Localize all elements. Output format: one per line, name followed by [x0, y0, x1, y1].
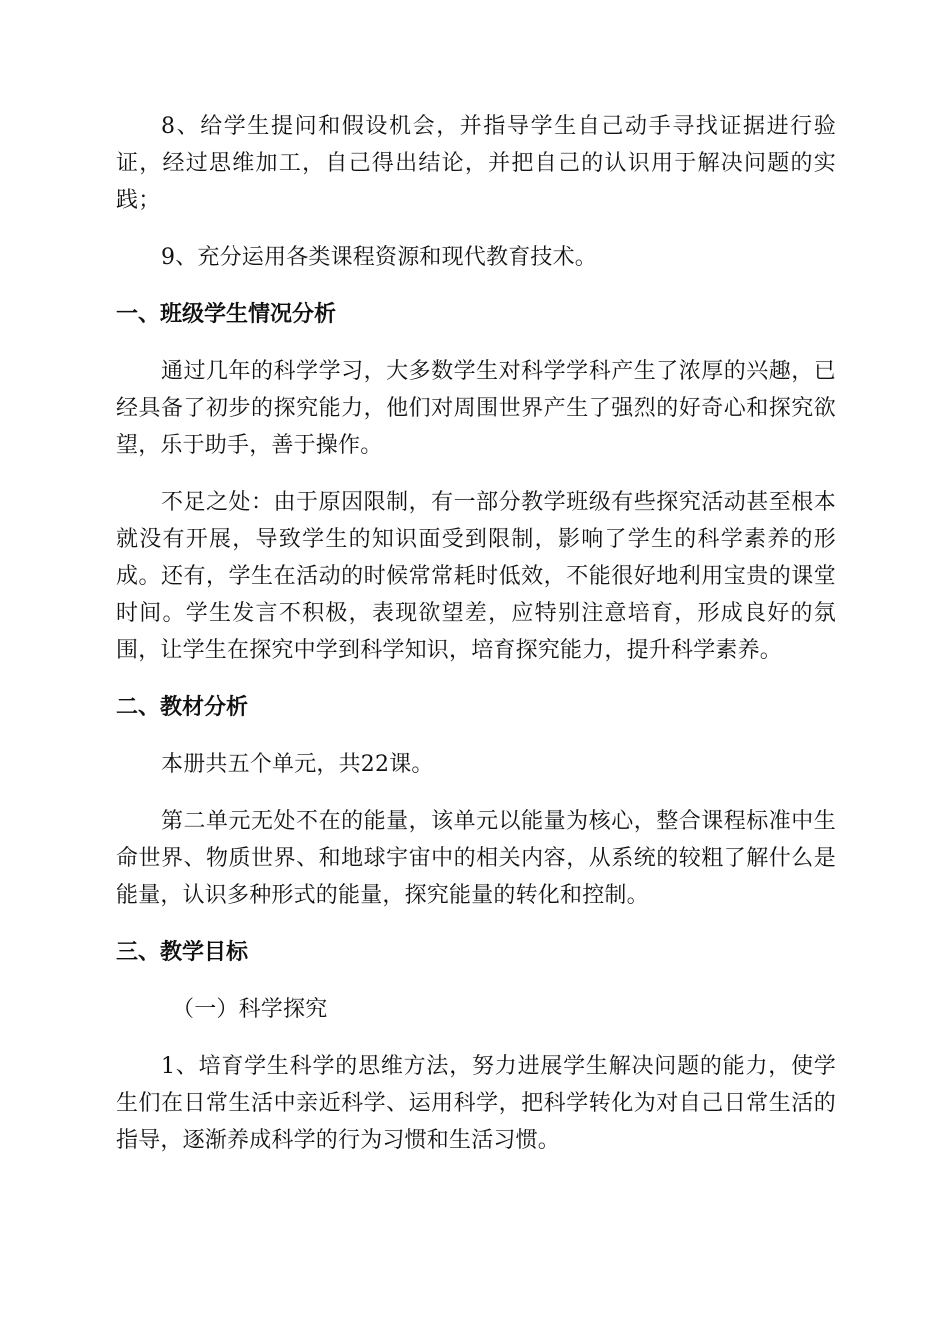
paragraph-student-weaknesses: 不足之处：由于原因限制，有一部分教学班级有些探究活动甚至根本就没有开展，导致学生的知识面受到限制，影响了学生的科学素养的形成。还有，学生在活动的时候常常耗时低效，不能很好地利用宝贵的课堂时间。学生发言不积极，表现欲望差，应特别注意培育，形成良好的氛围，让学生在探究中学到科学知识，培育探究能力，提升科学素养。 — [116, 490, 836, 663]
paragraph-unit-two: 第二单元无处不在的能量，该单元以能量为核心，整合课程标准中生命世界、物质世界、和地球宇宙中的相关内容，从系统的较粗了解什么是能量，认识多种形式的能量，探究能量的转化和控制。 — [116, 809, 836, 908]
subheading-science-inquiry: （一）科学探究 — [172, 997, 328, 1022]
section-heading-textbook-analysis: 二、教材分析 — [116, 695, 249, 720]
paragraph-item-8: 8、给学生提问和假设机会，并指导学生自己动手寻找证据进行验证，经过思维加工，自己得出结论，并把自己的认识用于解决问题的实践； — [116, 114, 836, 213]
section-heading-student-analysis: 一、班级学生情况分析 — [116, 302, 337, 327]
paragraph-student-strengths: 通过几年的科学学习，大多数学生对科学学科产生了浓厚的兴趣，已经具备了初步的探究能力，他们对周围世界产生了强烈的好奇心和探究欲望，乐于助手，善于操作。 — [116, 359, 836, 458]
section-heading-teaching-goals: 三、教学目标 — [116, 940, 249, 965]
document-page — [116, 108, 836, 1179]
paragraph-item-9: 9、充分运用各类课程资源和现代教育技术。 — [161, 245, 597, 270]
paragraph-textbook-units: 本册共五个单元，共22课。 — [161, 752, 434, 777]
paragraph-goal-1: 1、培育学生科学的思维方法，努力进展学生解决问题的能力，使学生们在日常生活中亲近科学、运用科学，把科学转化为对自己日常生活的指导，逐渐养成科学的行为习惯和生活习惯。 — [116, 1054, 836, 1153]
